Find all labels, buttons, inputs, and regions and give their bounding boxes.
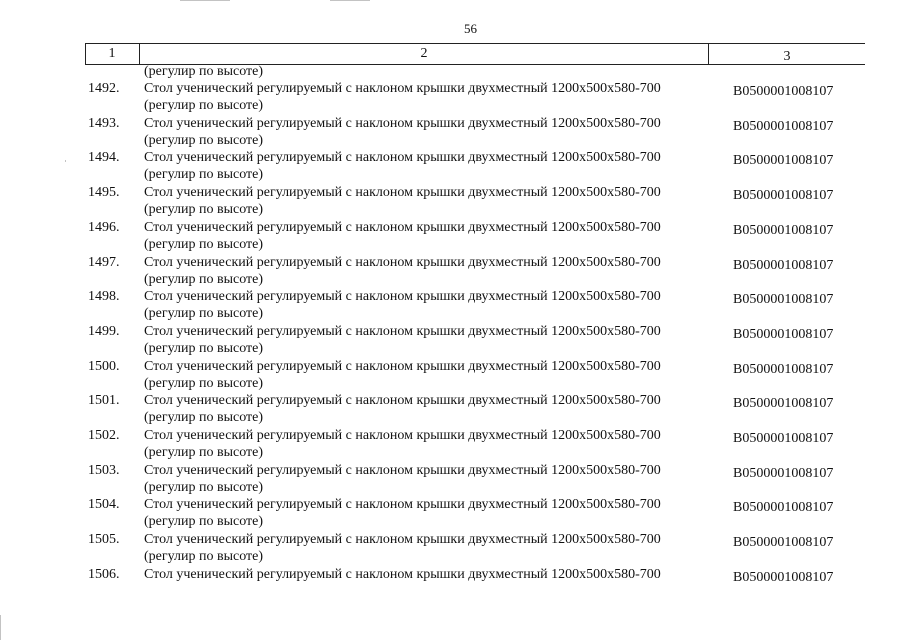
row-description-line-2: (регулир по высоте) [144,202,264,218]
row-description-line-2: (регулир по высоте) [144,98,264,113]
row-description [144,149,661,183]
row-description [144,496,661,530]
row-description [144,115,661,149]
row-description-line-1: Стол ученический регулируемый с наклоном крышки двухместный 1200х500х580-700 [144,462,661,478]
row-description [144,80,661,114]
row-code: В0500001008107 [733,222,834,238]
row-description-line-2: (регулир по высоте) [144,549,264,565]
row-number: 1498. [88,289,120,305]
row-description [144,254,661,288]
row-code: В0500001008107 [733,535,834,551]
row-description-line-1: Стол ученический регулируемый с наклоном крышки двухместный 1200х500х580-700 [144,289,661,305]
row-description-line-2: (регулир по высоте) [144,479,264,495]
row-description-line-1: Стол ученический регулируемый с наклоном крышки двухместный 1200х500х580-700 [144,150,661,166]
row-number: 1503. [88,462,120,478]
table-row [0,392,905,427]
row-number: 1497. [88,254,120,270]
row-description-line-1: Стол ученический регулируемый с наклоном крышки двухместный 1200х500х580-700 [144,81,661,96]
scan-artifact-top [180,0,230,1]
row-description [144,323,661,357]
table-header [85,43,865,65]
scan-artifact-top-2 [330,0,370,1]
row-description-line-1: Стол ученический регулируемый с наклоном крышки двухместный 1200х500х580-700 [144,254,661,270]
table-row [0,566,905,601]
table-row [0,358,905,393]
row-description [144,184,661,218]
row-description [144,427,661,461]
header-col-3: 3 [783,49,791,64]
row-description-line-2: (регулир по высоте) [144,410,264,426]
row-description-line-2: (регулир по высоте) [144,167,264,183]
row-code: В0500001008107 [733,569,834,585]
row-code: В0500001008107 [733,257,834,273]
row-description [144,566,661,583]
table-row [0,323,905,358]
row-description-line-1: Стол ученический регулируемый с наклоном крышки двухместный 1200х500х580-700 [144,532,661,548]
row-code: В0500001008107 [733,292,834,308]
row-description-line-2: (регулир по высоте) [144,132,264,148]
row-code: В0500001008107 [733,153,834,169]
table-row [0,531,905,566]
scan-artifact-left-2 [0,615,1,640]
row-code: В0500001008107 [733,118,834,134]
table-row [0,80,905,115]
row-description-line-2: (регулир по высоте) [144,236,264,252]
row-code: В0500001008107 [733,465,834,481]
row-description-line-2: (регулир по высоте) [144,306,264,322]
row-description-line-1: Стол ученический регулируемый с наклоном крышки двухместный 1200х500х580-700 [144,185,661,201]
row-number: 1504. [88,497,120,513]
row-description [144,392,661,426]
header-col-1: 1 [85,43,140,64]
header-col-2: 2 [140,43,709,64]
row-number: 1506. [88,566,120,582]
row-description [144,531,661,565]
row-description-line-1: Стол ученический регулируемый с наклоном крышки двухместный 1200х500х580-700 [144,428,661,443]
row-description-line-1: Стол ученический регулируемый с наклоном крышки двухместный 1200х500х580-700 [144,323,661,339]
row-code: В0500001008107 [733,84,834,99]
row-description-line-1: Стол ученический регулируемый с наклоном крышки двухместный 1200х500х580-700 [144,358,661,374]
table-row [0,149,905,184]
row-description [144,462,661,496]
row-code: В0500001008107 [733,188,834,204]
row-code: В0500001008107 [733,431,834,446]
row-description-line-2: (регулир по высоте) [144,375,264,391]
table-row [0,462,905,497]
row-number: 1500. [88,358,120,374]
row-description-line-1: Стол ученический регулируемый с наклоном крышки двухместный 1200х500х580-700 [144,497,661,513]
row-number: 1495. [88,185,120,201]
row-description [144,219,661,253]
row-description [144,288,661,322]
row-description-line-1: Стол ученический регулируемый с наклоном крышки двухместный 1200х500х580-700 [144,393,661,409]
table-row [0,254,905,289]
table-row [0,184,905,219]
row-number: 1494. [88,150,120,166]
row-code: В0500001008107 [733,396,834,412]
row-description-line-2: (регулир по высоте) [144,340,264,356]
row-description-line-1: Стол ученический регулируемый с наклоном крышки двухместный 1200х500х580-700 [144,566,661,582]
table-row [0,496,905,531]
row-number: 1493. [88,115,120,131]
table-row [0,219,905,254]
row-number: 1502. [88,428,120,443]
row-description-line-2: (регулир по высоте) [144,514,264,530]
continuation-text: (регулир по высоте) [144,64,264,79]
row-number: 1492. [88,81,120,96]
row-description-line-2: (регулир по высоте) [144,445,264,460]
table-row [0,288,905,323]
row-description-line-2: (регулир по высоте) [144,271,264,287]
row-description-line-1: Стол ученический регулируемый с наклоном крышки двухместный 1200х500х580-700 [144,115,661,131]
row-description [144,358,661,392]
row-description-line-1: Стол ученический регулируемый с наклоном крышки двухместный 1200х500х580-700 [144,219,661,235]
page-number: 56 [464,21,477,36]
row-number: 1499. [88,323,120,339]
row-number: 1496. [88,219,120,235]
row-code: В0500001008107 [733,361,834,377]
table-row [0,427,905,462]
row-number: 1505. [88,532,120,548]
row-number: 1501. [88,393,120,409]
row-code: В0500001008107 [733,500,834,516]
row-code: В0500001008107 [733,326,834,342]
table-row [0,115,905,150]
